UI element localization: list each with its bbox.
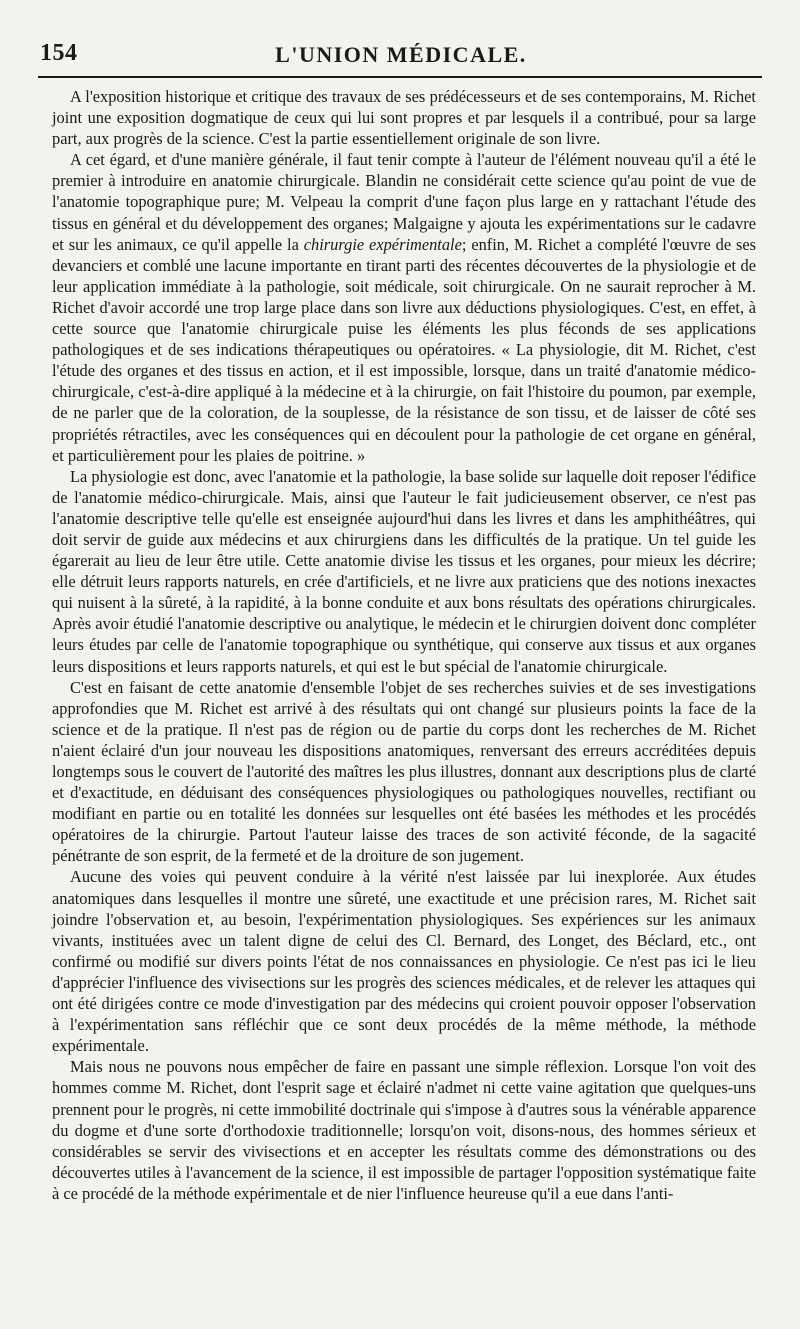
paragraph: Aucune des voies qui peuvent conduire à la vérité n'est laissée par lui inexplorée. Aux études anatomiques dans lesquelles il montre une sûreté, une exactitude et une précision rares, M. Richet sait joindre l'observation et, au besoin, l'expérimentation physiologiques. Ses expériences sur les animaux vivants, instituées avec un talent digne de celui des Cl. Bernard, des Longet, des Béclard, etc., ont confirmé ou modifié sur divers points l'état de nos connaissances en physiologie. Ce n'est pas ici le lieu d'apprécier l'influence des vivisections sur les progrès des sciences médicales, et de relever les attaques qui ont été dirigées contre ce mode d'investigation par des médecins qui croient pouvoir opposer l'observation à l'expérimentation sans réfléchir que ce sont deux procédés de la même méthode, la méthode expérimentale. [52, 867, 756, 1056]
header-rule [38, 76, 762, 78]
running-head: L'UNION MÉDICALE. [275, 42, 527, 67]
paragraph: A l'exposition historique et critique des travaux de ses prédécesseurs et de ses contemporains, M. Richet joint une exposition dogmatique de ceux qui lui sont propres et par lesquels il a contribué, pour sa large part, aux progrès de la science. C'est la partie essentiellement originale de son livre. [52, 87, 756, 149]
emphasis-text: chirurgie expérimentale [303, 234, 462, 254]
paragraph [52, 149, 756, 465]
paragraph-text: ; enfin, M. Richet a complété l'œuvre de ses devanciers et comblé une lacune importante en tirant parti des récentes découvertes de la physiologie et de leur application immédiate à la pathologie, soit médicale, soit chirurgicale. On ne saurait reprocher à M. Richet d'avoir accordé une trop large place dans son livre aux déductions physiologiques. C'est, en effet, à cette source que l'anatomie chirurgicale puise les éléments les plus féconds de ses applications pathologiques et de ses indications thérapeutiques ou opératoires. « La physiologie, dit M. Richet, c'est l'étude des organes et des tissus en action, et il est impossible, lorsque, dans un traité d'anatomie médico-chirurgicale, c'est-à-dire appliqué à la médecine et à la chirurgie, on fait l'histoire du poumon, par exemple, de ne parler que de la coloration, de la souplesse, de la résistance de son tissu, et de laisser de côté ses propriétés rétractiles, avec les conséquences qui en découlent pour la pathologie de cet organe en général, et particulièrement pour les plaies de poitrine. » [52, 234, 757, 465]
body-text [52, 86, 756, 1204]
paragraph: C'est en faisant de cette anatomie d'ensemble l'objet de ses recherches suivies et de ses investigations approfondies que M. Richet est arrivé à des résultats qui ont changé sur plusieurs points la face de la science et de la pratique. Il n'est pas de région ou de partie du corps dont les recherches de M. Richet n'aient éclairé d'un jour nouveau les dispositions anatomiques, renversant des erreurs accréditées depuis longtemps sous le couvert de l'autorité des maîtres les plus illustres, donnant aux descriptions plus de clarté et d'exactitude, en déduisant des conséquences physiologiques ou pathologiques nouvelles, rectifiant ou modifiant en partie ou en totalité les données sur lesquelles ont été basées les méthodes et les procédés opératoires de la chirurgie. Partout l'auteur laisse des traces de son activité féconde, de la sagacité pénétrante de son esprit, de la fermeté et de la droiture de son jugement. [52, 677, 756, 866]
page-number: 154 [40, 40, 78, 66]
paragraph-text: A cet égard, et d'une manière générale, il faut tenir compte à l'auteur de l'élément nouveau qu'il a été le premier à introduire en anatomie chirurgicale. Blandin ne considérait cette science qu'au point de vue de l'anatomie topographique pure; M. Velpeau la comprit d'une façon plus large en y rattachant l'étude des tissus en général et du développement des organes; Malgaigne y ajouta les expérimentations sur le cadavre et sur les animaux, ce qu'il appelle la [52, 150, 756, 254]
paragraph: La physiologie est donc, avec l'anatomie et la pathologie, la base solide sur laquelle doit reposer l'édifice de l'anatomie médico-chirurgicale. Mais, ainsi que l'auteur le fait judicieusement observer, ce n'est pas l'anatomie descriptive telle qu'elle est enseignée aujourd'hui dans les livres et dans les amphithéâtres, qui doit servir de guide aux médecins et aux chirurgiens dans les difficultés de la pratique. Un tel guide les égarerait au lieu de leur être utile. Cette anatomie divise les tissus et les organes, pour mieux les décrire; elle détruit leurs rapports naturels, en crée d'artificiels, et ne livre aux praticiens que des notions inexactes qui nuisent à la sûreté, à la rapidité, à la bonne conduite et aux bons résultats des opérations chirurgicales. Après avoir étudié l'anatomie descriptive ou analytique, le médecin et le chirurgien doivent donc compléter leurs études par celle de l'anatomie topographique ou synthétique, qui conserve aux tissus et aux organes leurs dispositions et leurs rapports naturels, et qui est le but spécial de l'anatomie chirurgicale. [52, 466, 756, 676]
page-header [40, 40, 762, 74]
paragraph: Mais nous ne pouvons nous empêcher de faire en passant une simple réflexion. Lorsque l'on voit des hommes comme M. Richet, dont l'esprit sage et éclairé n'admet ni cette vaine agitation que quelques-uns prennent pour le progrès, ni cette immobilité doctrinale qui s'impose à d'autres sous la vénérable apparence du dogme et d'une sorte d'orthodoxie traditionnelle; lorsqu'on voit, disons-nous, des hommes sérieux et considérables se servir des vivisections et en accepter les résultats comme des démonstrations ou des découvertes utiles à l'avancement de la science, il est impossible de partager l'opposition systématique faite à ce procédé de la méthode expérimentale et de nier l'influence heureuse qu'il a eue dans l'anti- [52, 1057, 756, 1203]
